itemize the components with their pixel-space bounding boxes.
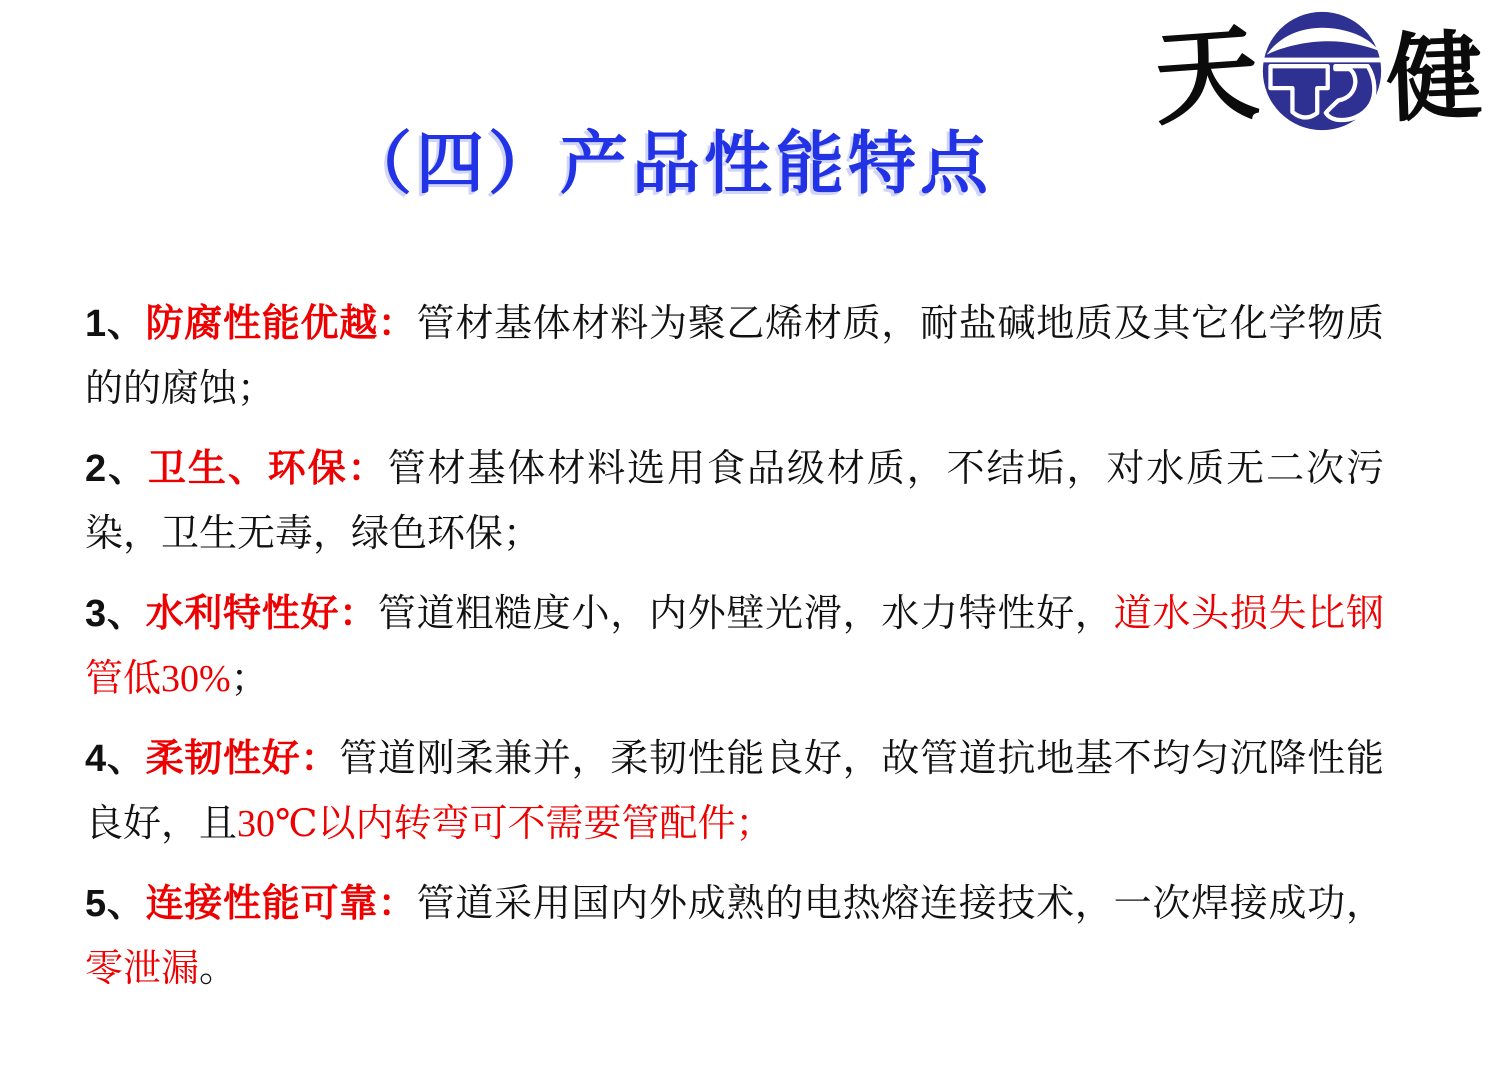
feature-heading: 柔韧性好： (145, 738, 340, 780)
feature-text-segment: 管道粗糙度小，内外壁光滑，水力特性好， (377, 593, 1114, 635)
feature-item (85, 437, 1384, 567)
feature-text-segment: 管道采用国内外成熟的电热熔连接技术，一次焊接成功， (416, 883, 1384, 925)
page-title: （四）产品性能特点 (343, 126, 992, 202)
logo-right-character: 健 (1384, 19, 1485, 136)
feature-text-segment: ； (230, 658, 269, 700)
feature-text-segment: 管材基体材料选用食品级材质，不结垢，对水质无二次污染，卫生无毒，绿色环保； (85, 448, 1384, 555)
logo-left-character: 天 (1150, 10, 1263, 141)
feature-number: 3、 (85, 593, 146, 635)
feature-number: 2、 (85, 448, 148, 490)
feature-number: 4、 (85, 738, 146, 780)
feature-item (85, 727, 1384, 857)
feature-heading: 水利特性好： (145, 593, 378, 635)
feature-list (85, 292, 1384, 1017)
feature-heading: 卫生、环保： (148, 448, 388, 490)
feature-number: 1、 (85, 303, 146, 345)
feature-item (85, 292, 1384, 422)
feature-item (85, 872, 1384, 1002)
feature-item (85, 582, 1384, 712)
feature-heading: 连接性能可靠： (145, 883, 417, 925)
feature-text-segment: 道水头损失比钢管低30% (85, 593, 1384, 700)
feature-text-segment: 。 (199, 948, 238, 990)
feature-text-segment: 30℃以内转弯可不需要管配件； (237, 803, 774, 845)
feature-text-segment: 管道刚柔兼并，柔韧性能良好，故管道抗地基不均匀沉降性能良好，且 (85, 738, 1384, 845)
feature-heading: 防腐性能优越： (145, 303, 417, 345)
feature-text-segment: 管材基体材料为聚乙烯材质，耐盐碱地质及其它化学物质的的腐蚀； (85, 303, 1384, 410)
feature-text-segment: 零泄漏 (85, 948, 200, 990)
feature-number: 5、 (85, 883, 146, 925)
